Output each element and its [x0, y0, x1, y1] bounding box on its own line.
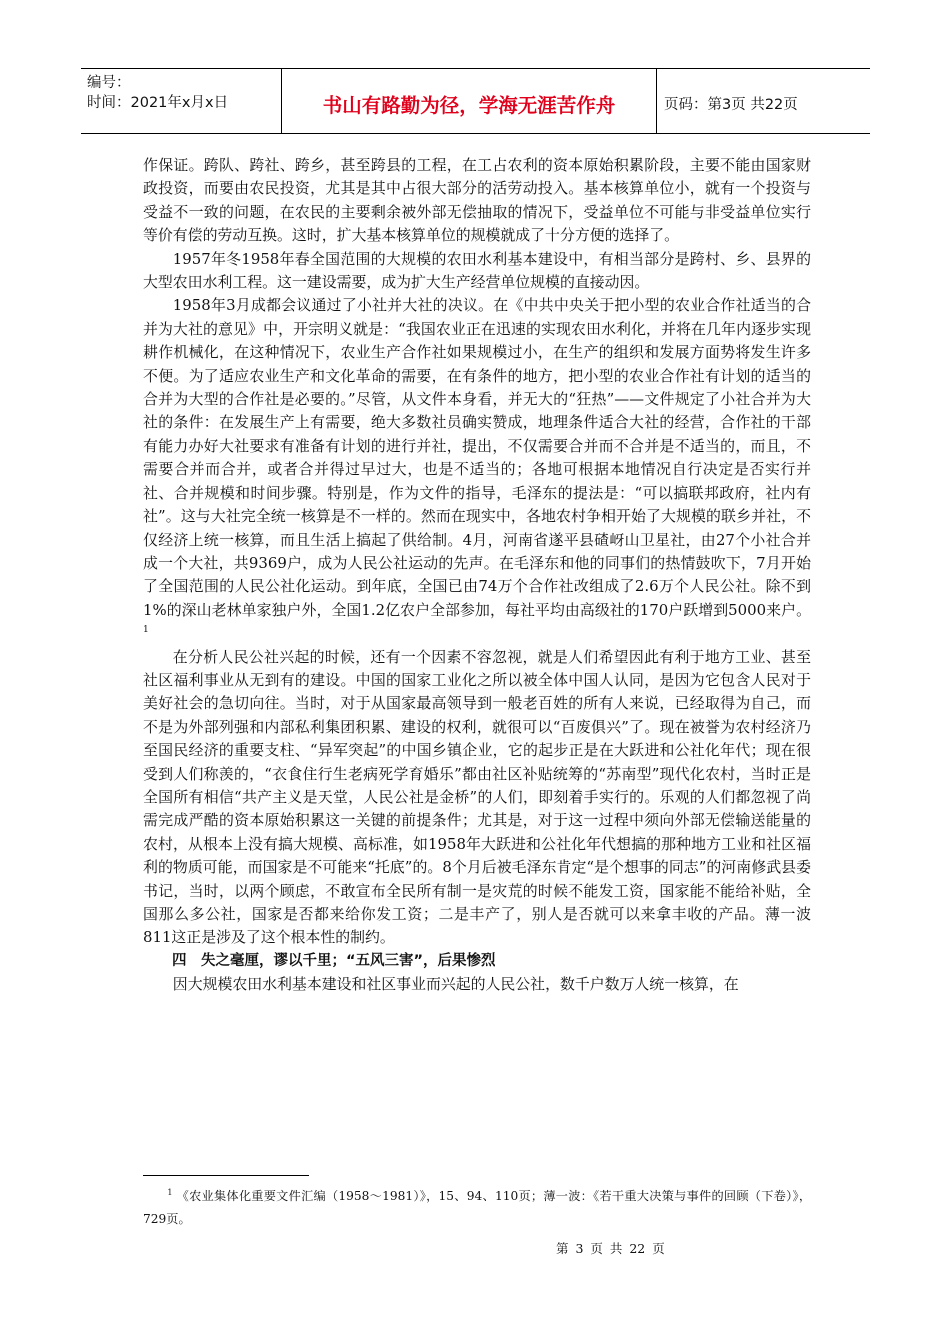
paragraph-5: 因大规模农田水利基本建设和社区事业而兴起的人民公社，数千户数万人统一核算，在 [172, 975, 739, 994]
section-heading: 四 失之毫厘，谬以千里；“五风三害”，后果惨烈 [172, 952, 496, 969]
header-page-info: 页码：第3页 共22页 [664, 96, 798, 113]
footnote-text: 《农业集体化重要文件汇编（1958～1981）》，15、94、110页；薄一波：《若干重大决策与事件的回顾（下卷）》，729页。 [143, 1189, 812, 1226]
document-number-label: 编号： [87, 75, 131, 91]
paragraph-4: 在分析人民公社兴起的时候，还有一个因素不容忽视，就是人们希望因此有利于地方工业、甚至社区福利事业从无到有的建设。中国的国家工业化之所以被全体中国人认同，是因为它包含人民对于美好社会的急切向往。当时，对于从国家最高领导到一般老百姓的所有人来说，已经取得为自己，而不是为外部列强和内部私利集团积累、建设的权利，就很可以“百废俱兴”了。现在被誉为农村经济乃至国民经济的重要支柱、“异军突起”的中国乡镇企业，它的起步正是在大跃进和公社化年代；现在很受到人们称羡的，“衣食住行生老病死学育婚乐”都由社区补贴统筹的“苏南型”现代化农村，当时正是全国所有相信“共产主义是天堂，人民公社是金桥”的人们，即刻着手实行的。乐观的人们都忽视了尚需完成严酷的资本原始积累这一关键的前提条件；尤其是，对于这一过程中须向外部无偿输送能量的农村，从根本上没有搞大规模、高标准，如1958年大跃进和公社化年代想搞的那种地方工业和社区福利的物质可能，而国家是不可能来“托底”的。8个月后被毛泽东肯定“是个想事的同志”的河南修武县委书记，当时，以两个顾虑，不敢宣布全民所有制一是灾荒的时候不能发工资，国家能不能给补贴，全国那么多公社，国家是否都来给你发工资；二是丰产了，别人是否就可以来拿丰收的产品。薄一波811这正是涉及了这个根本性的制约。 [143, 647, 811, 947]
paragraph-3-text: 1958年3月成都会议通过了小社并大社的决议。在《中共中央关于把小型的农业合作社适当的合并为大社的意见》中，开宗明义就是：“我国农业正在迅速的实现农田水利化，并将在几年内逐步实现耕作机械化，在这种情况下，农业生产合作社如果规模过小，在生产的组织和发展方面势将发生许多不便。为了适应农业生产和文化革命的需要，在有条件的地方，把小型的农业合作社有计划的适当的合并为大型的合作社是必要的。”尽管，从文件本身看，并无大的“狂热”——文件规定了小社合并为大社的条件：在发展生产上有需要，绝大多数社员确实赞成，地理条件适合大社的经营，合作社的干部有能力办好大社要求有准备有计划的进行并社，提出，不仅需要合并而不合并是不适当的，而且，不需要合并而合并，或者合并得过早过大，也是不适当的；各地可根据本地情况自行决定是否实行并社、合并规模和时间步骤。特别是，作为文件的指导，毛泽东的提法是：“可以搞联邦政府，社内有社”。这与大社完全统一核算是不一样的。然而在现实中，各地农村争相开始了大规模的联乡并社，不仅经济上统一核算，而且生活上搞起了供给制。4月，河南省遂平县碴岈山卫星社，由27个小社合并成一个大社，共9369户，成为人民公社运动的先声。在毛泽东和他的同事们的热情鼓吹下，7月开始了全国范围的人民公社化运动。到年底，全国已由74万个合作社改组成了2.6万个人民公社。除不到1%的深山老林单家独户外，全国1.2亿农户全部参加，每社平均由高级社的170户跃增到5000来户。 [143, 296, 811, 619]
body-text [143, 154, 811, 997]
header-motto: 书山有路勤为径，学海无涯苦作舟 [282, 69, 657, 133]
paragraph-1: 作保证。跨队、跨社、跨乡，甚至跨县的工程，在工占农利的资本原始积累阶段，主要不能由国家财政投资，而要由农民投资，尤其是其中占很大部分的活劳动投入。基本核算单位小，就有一个投资与受益不一致的问题，在农民的主要剩余被外部无偿抽取的情况下，受益单位不可能与非受益单位实行等价有偿的劳动互换。这时，扩大基本核算单位的规模就成了十分方便的选择了。 [143, 156, 811, 245]
footnote-ref[interactable]: 1 [143, 625, 149, 636]
paragraph-2: 1957年冬1958年春全国范围的大规模的农田水利基本建设中，有相当部分是跨村、乡、县界的大型农田水利工程。这一建设需要，成为扩大生产经营单位规模的直接动因。 [143, 249, 811, 292]
header-table [81, 68, 870, 134]
document-time-label: 时间：2021年x月x日 [87, 95, 229, 111]
footnote [143, 1185, 811, 1230]
footnote-marker: 1 [167, 1187, 173, 1197]
page-footer: 第 3 页 共 22 页 [556, 1241, 665, 1256]
paragraph-3 [143, 294, 811, 645]
footnote-divider [143, 1175, 309, 1176]
header-meta [81, 69, 282, 133]
